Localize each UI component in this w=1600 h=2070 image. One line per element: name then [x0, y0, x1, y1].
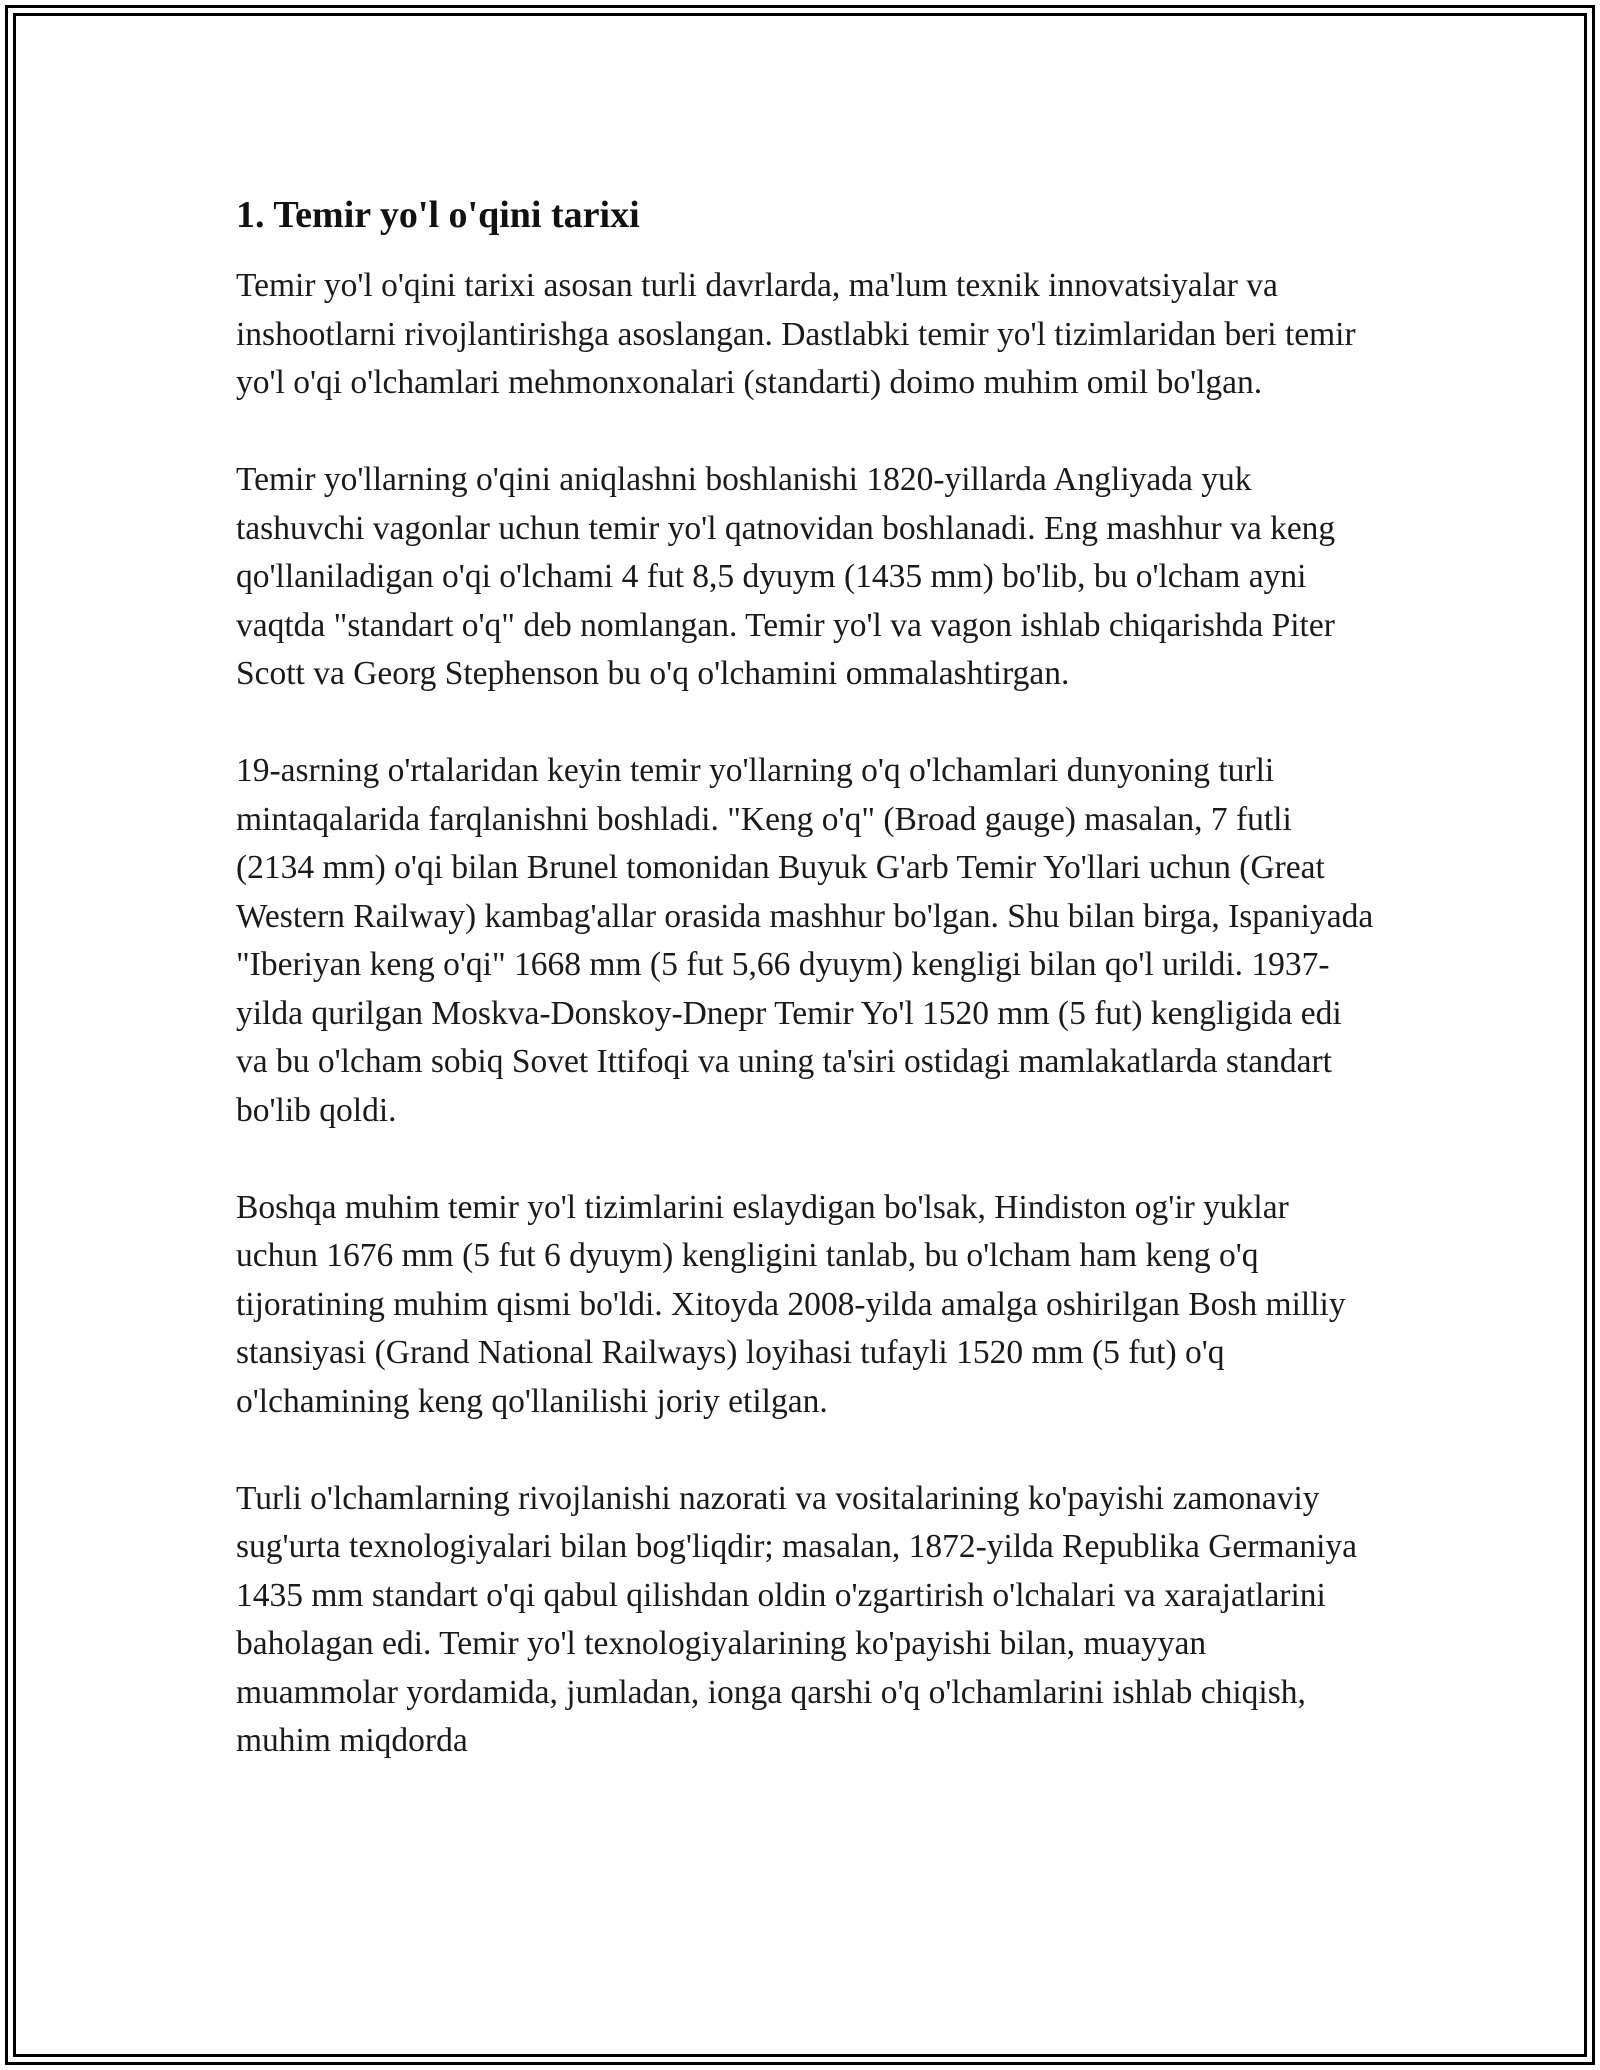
paragraph: Temir yo'llarning o'qini aniqlashni boshlanishi 1820-yillarda Angliyada yuk tashuvchi vagonlar uchun temir yo'l qatnovidan boshlanadi. Eng mashhur va keng qo'llaniladigan o'qi o'lchami 4 fut 8,5 dyuym (1435 mm) bo'lib, bu o'lcham ayni vaqtda "standart o'q" deb nomlangan. Temir yo'l va vagon ishlab chiqarishda Piter Scott va Georg Stephenson bu o'q o'lchamini ommalashtirgan.: [236, 461, 1336, 692]
paragraph: Turli o'lchamlarning rivojlanishi nazorati va vositalarining ko'payishi zamonaviy sug'urta texnologiyalari bilan bog'liqdir; masalan, 1872-yilda Republika Germaniya 1435 mm standart o'qi qabul qilishdan oldin o'zgartirish o'lchalari va xarajatlarini baholagan edi. Temir yo'l texnologiyalarining ko'payishi bilan, muayyan muammolar yordamida, jumladan, ionga qarshi o'q o'lchamlarini ishlab chiqish, muhim miqdorda: [236, 1479, 1358, 1759]
document-body: [236, 190, 1376, 1814]
paragraph: 19-asrning o'rtalaridan keyin temir yo'llarning o'q o'lchamlari dunyoning turli mintaqalarida farqlanishni boshladi. "Keng o'q" (Broad gauge) masalan, 7 futli (2134 mm) o'qi bilan Brunel tomonidan Buyuk G'arb Temir Yo'llari uchun (Great Western Railway) kambag'allar orasida mashhur bo'lgan. Shu bilan birga, Ispaniyada "Iberiyan keng o'qi" 1668 mm (5 fut 5,66 dyuym) kengligi bilan qo'l urildi. 1937-yilda qurilgan Moskva-Donskoy-Dnepr Temir Yo'l 1520 mm (5 fut) kengligida edi va bu o'lcham sobiq Sovet Ittifoqi va uning ta'siri ostidagi mamlakatlarda standart bo'lib qoldi.: [236, 752, 1374, 1129]
paragraph: Temir yo'l o'qini tarixi asosan turli davrlarda, ma'lum texnik innovatsiyalar va inshootlarni rivojlantirishga asoslangan. Dastlabki temir yo'l tizimlaridan beri temir yo'l o'qi o'lchamlari mehmonxonalari (standarti) doimo muhim omil bo'lgan.: [236, 267, 1356, 401]
paragraph: Boshqa muhim temir yo'l tizimlarini eslaydigan bo'lsak, Hindiston og'ir yuklar uchun 1676 mm (5 fut 6 dyuym) kengligini tanlab, bu o'lcham ham keng o'q tijoratining muhim qismi bo'ldi. Xitoyda 2008-yilda amalga oshirilgan Bosh milliy stansiyasi (Grand National Railways) loyihasi tufayli 1520 mm (5 fut) o'q o'lchamining keng qo'llanilishi joriy etilgan.: [236, 1188, 1346, 1420]
section-heading: 1. Temir yo'l o'qini tarixi: [236, 194, 640, 236]
